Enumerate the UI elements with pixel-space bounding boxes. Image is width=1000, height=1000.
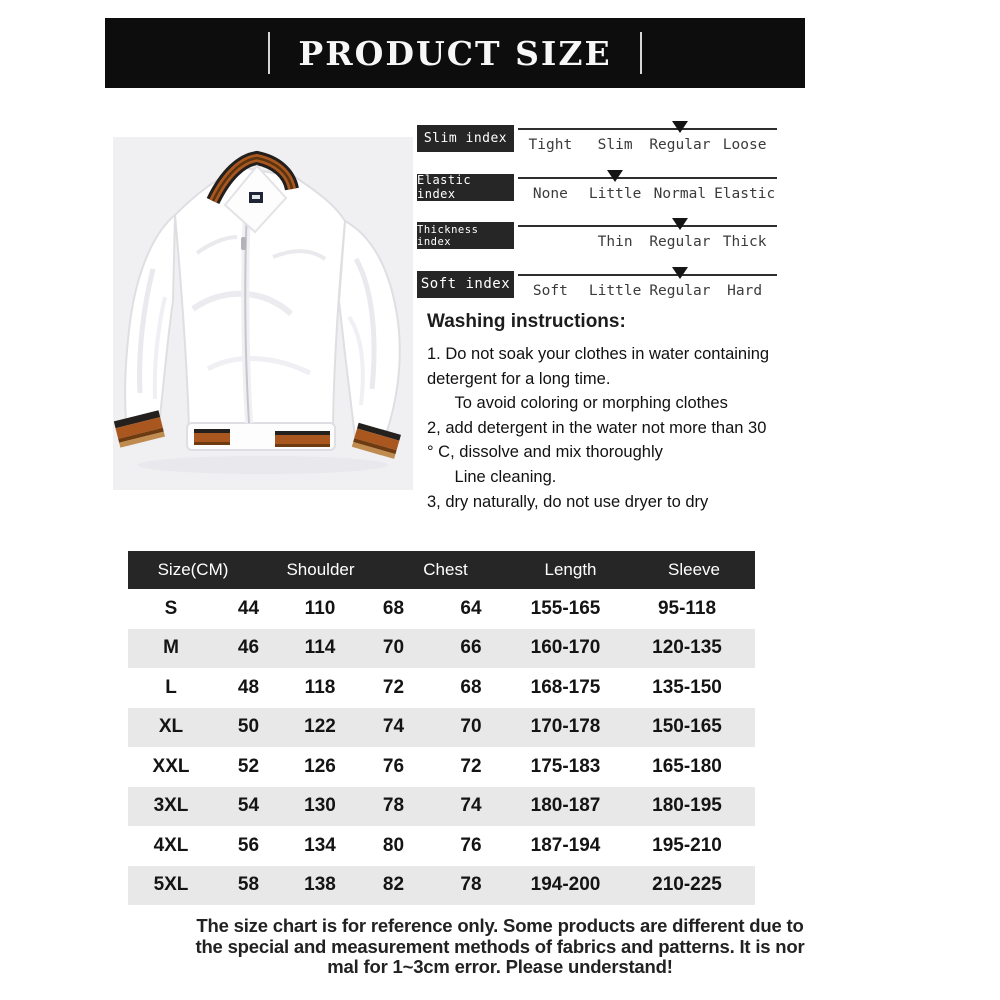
value-cell: 110 — [304, 597, 336, 619]
washing-line: Line cleaning. — [427, 467, 557, 486]
value-cell: 114 — [304, 637, 336, 659]
column-header: Chest — [423, 560, 468, 579]
table-row — [128, 668, 755, 708]
table-row — [128, 826, 755, 866]
value-cell: 95-118 — [657, 597, 717, 619]
value-cell: 46 — [237, 637, 260, 659]
index-label: Soft index — [417, 271, 514, 298]
hem-stripe-left — [194, 429, 230, 445]
washing-heading: Washing instructions: — [427, 311, 626, 332]
index-track — [518, 177, 777, 202]
index-track — [518, 225, 777, 250]
value-cell: 70 — [382, 637, 405, 659]
index-track — [518, 274, 777, 299]
banner — [105, 18, 805, 88]
value-cell: 180-187 — [530, 795, 601, 817]
index-option: Little — [588, 282, 642, 299]
size-cell: XL — [158, 716, 184, 738]
disclaimer-line: the special and measurement methods of fabrics and patterns. It is nor — [195, 935, 805, 957]
washing-line: 1. Do not soak your clothes in water containing — [427, 345, 770, 363]
index-scale-elastic — [417, 169, 777, 218]
washing-line: ° C, dissolve and mix thoroughly — [427, 443, 663, 462]
index-option: Regular — [649, 282, 711, 299]
disclaimer-line: mal for 1~3cm error. Please understand! — [327, 956, 673, 977]
index-option: None — [532, 185, 568, 202]
index-options — [518, 179, 777, 202]
value-cell: 135-150 — [652, 676, 722, 698]
value-cell: 52 — [237, 755, 260, 777]
index-option: Regular — [649, 137, 711, 153]
washing-lines — [427, 342, 807, 514]
value-cell: 80 — [382, 834, 405, 856]
column-header: Length — [544, 560, 597, 579]
column-header: Size(CM) — [157, 560, 229, 579]
value-cell: 195-210 — [652, 834, 722, 856]
washing-line: To avoid coloring or morphing clothes — [427, 394, 728, 413]
index-option: Normal — [653, 185, 707, 202]
index-scales — [417, 120, 777, 314]
size-table-body — [128, 589, 755, 905]
index-option: Slim — [597, 137, 633, 153]
selection-arrow-icon — [672, 121, 688, 133]
index-option: Thin — [597, 234, 633, 251]
index-scale-thickness — [417, 217, 777, 266]
banner-right-bar — [640, 32, 642, 74]
selection-arrow-icon — [672, 267, 688, 279]
value-cell: 44 — [237, 597, 260, 619]
size-cell: L — [165, 676, 177, 698]
size-cell: 3XL — [153, 795, 189, 817]
value-cell: 138 — [304, 874, 336, 896]
index-options — [518, 227, 777, 250]
index-option: Thick — [722, 234, 767, 251]
size-cell: S — [164, 597, 178, 619]
value-cell: 68 — [460, 676, 482, 698]
value-cell: 118 — [304, 676, 336, 698]
value-cell: 210-225 — [652, 874, 722, 896]
banner-left-bar — [268, 32, 270, 74]
value-cell: 64 — [460, 597, 482, 619]
size-table — [128, 551, 755, 905]
value-cell: 58 — [237, 874, 260, 896]
index-scale-slim — [417, 120, 777, 169]
banner-title: PRODUCT SIZE — [298, 33, 612, 73]
value-cell: 68 — [382, 597, 405, 619]
value-cell: 175-183 — [530, 755, 601, 777]
table-row — [128, 787, 755, 827]
value-cell: 134 — [304, 834, 336, 856]
value-cell: 72 — [460, 755, 482, 777]
value-cell: 82 — [382, 874, 405, 896]
index-options — [518, 276, 777, 299]
index-option — [518, 234, 583, 250]
index-label: Thickness index — [417, 222, 514, 249]
index-track — [518, 128, 777, 153]
disclaimer — [90, 916, 910, 978]
product-photo — [113, 137, 413, 490]
table-row — [128, 708, 755, 748]
value-cell: 72 — [382, 676, 405, 698]
value-cell: 56 — [237, 834, 260, 856]
value-cell: 54 — [237, 795, 260, 817]
washing-instructions — [427, 311, 807, 514]
value-cell: 70 — [460, 716, 482, 738]
size-cell: M — [163, 637, 179, 659]
index-options — [518, 130, 777, 153]
value-cell: 78 — [382, 795, 405, 817]
value-cell: 180-195 — [652, 795, 722, 817]
value-cell: 76 — [460, 834, 482, 856]
index-option: Little — [588, 185, 642, 202]
index-label: Elastic index — [417, 174, 514, 201]
value-cell: 194-200 — [530, 874, 601, 896]
selection-arrow-icon — [672, 218, 688, 230]
index-option: Loose — [722, 137, 767, 153]
table-row — [128, 629, 755, 669]
index-scale-soft — [417, 266, 777, 315]
selection-arrow-icon — [607, 170, 623, 182]
size-cell: 4XL — [153, 834, 189, 856]
jacket-illustration — [113, 137, 413, 490]
washing-line: detergent for a long time. — [427, 369, 611, 388]
column-header: Shoulder — [286, 560, 355, 579]
value-cell: 74 — [382, 716, 405, 738]
index-option: Soft — [532, 282, 568, 299]
size-table-header — [128, 551, 755, 589]
size-cell: XXL — [152, 755, 190, 777]
value-cell: 126 — [304, 755, 336, 777]
value-cell: 187-194 — [530, 834, 601, 856]
table-row — [128, 747, 755, 787]
value-cell: 170-178 — [530, 716, 601, 738]
index-label: Slim index — [417, 125, 514, 152]
index-option: Elastic — [714, 185, 776, 202]
washing-line: 3, dry naturally, do not use dryer to dry — [427, 492, 709, 511]
value-cell: 130 — [304, 795, 336, 817]
hem-stripe-right — [275, 431, 330, 447]
index-option: Regular — [649, 234, 711, 251]
value-cell: 120-135 — [652, 637, 722, 659]
size-cell: 5XL — [153, 874, 189, 896]
table-row — [128, 589, 755, 629]
value-cell: 66 — [460, 637, 482, 659]
value-cell: 165-180 — [652, 755, 722, 777]
washing-line: 2, add detergent in the water not more than 30 — [427, 418, 767, 437]
value-cell: 50 — [237, 716, 260, 738]
value-cell: 150-165 — [652, 716, 722, 738]
value-cell: 168-175 — [530, 676, 601, 698]
value-cell: 74 — [460, 795, 482, 817]
table-row — [128, 866, 755, 906]
column-header: Sleeve — [668, 560, 720, 579]
value-cell: 76 — [382, 755, 405, 777]
value-cell: 155-165 — [530, 597, 601, 619]
index-option: Hard — [727, 282, 763, 299]
index-option: Tight — [528, 137, 573, 153]
value-cell: 160-170 — [530, 637, 601, 659]
value-cell: 78 — [460, 874, 482, 896]
value-cell: 122 — [304, 716, 336, 738]
disclaimer-line: The size chart is for reference only. Some products are different due to — [196, 915, 804, 936]
value-cell: 48 — [237, 676, 260, 698]
